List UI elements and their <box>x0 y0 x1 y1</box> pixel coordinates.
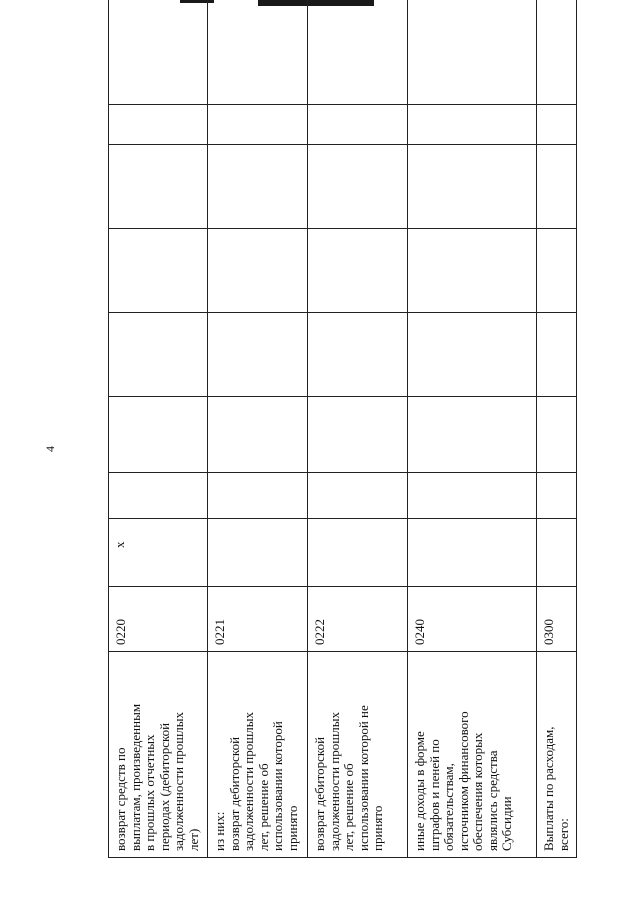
value-cell <box>308 145 408 229</box>
value-cell <box>109 397 208 473</box>
value-cell <box>537 0 577 105</box>
value-cell <box>408 397 537 473</box>
value-cell <box>109 313 208 397</box>
value-cell <box>308 0 408 105</box>
report-table <box>108 0 577 858</box>
value-cell <box>208 313 308 397</box>
value-cell <box>537 145 577 229</box>
value-cell <box>109 473 208 519</box>
value-cell <box>308 473 408 519</box>
table-row <box>537 0 577 858</box>
value-cell <box>308 313 408 397</box>
value-cell <box>208 0 308 105</box>
value-cell <box>109 105 208 145</box>
value-cell <box>408 313 537 397</box>
table-row <box>408 0 537 858</box>
value-cell <box>109 229 208 313</box>
value-cell <box>537 105 577 145</box>
table-row <box>308 0 408 858</box>
value-cell <box>109 145 208 229</box>
value-cell: x <box>109 519 208 587</box>
value-cell <box>537 519 577 587</box>
value-cell <box>537 473 577 519</box>
value-cell <box>537 397 577 473</box>
value-cell <box>308 519 408 587</box>
row-code-cell: 0222 <box>308 587 408 652</box>
row-name-cell: возврат средств по выплатам, произведенным в прошлых отчетных периодах (дебиторской задолженности прошлых лет) <box>109 652 208 858</box>
value-cell <box>308 397 408 473</box>
value-cell <box>537 229 577 313</box>
row-code-cell: 0220 <box>109 587 208 652</box>
row-code-cell: 0300 <box>537 587 577 652</box>
value-cell <box>208 473 308 519</box>
page-number: 4 <box>43 446 57 452</box>
value-cell <box>208 397 308 473</box>
value-cell <box>408 145 537 229</box>
value-cell <box>308 105 408 145</box>
row-code-cell: 0240 <box>408 587 537 652</box>
value-cell <box>308 229 408 313</box>
table-row <box>208 0 308 858</box>
row-code-cell: 0221 <box>208 587 308 652</box>
value-cell <box>408 473 537 519</box>
value-cell <box>408 229 537 313</box>
value-cell <box>208 145 308 229</box>
row-name-cell: иные доходы в форме штрафов и пеней по обязательствам, источником финансового обеспечения которых являлись средства Субсидии <box>408 652 537 858</box>
value-cell <box>408 105 537 145</box>
row-name-cell: из них: возврат дебиторской задолженности прошлых лет, решение об использовании которой принято <box>208 652 308 858</box>
report-table-rotated <box>108 32 575 858</box>
row-name-cell: Выплаты по расходам, всего: <box>537 652 577 858</box>
table-body <box>109 0 577 858</box>
value-cell <box>537 313 577 397</box>
value-cell <box>408 0 537 105</box>
table-row <box>109 0 208 858</box>
value-cell <box>208 519 308 587</box>
value-cell <box>408 519 537 587</box>
value-cell <box>208 229 308 313</box>
value-cell <box>109 0 208 105</box>
row-name-cell: возврат дебиторской задолженности прошлых лет, решение об использовании которой не принято <box>308 652 408 858</box>
value-cell <box>208 105 308 145</box>
